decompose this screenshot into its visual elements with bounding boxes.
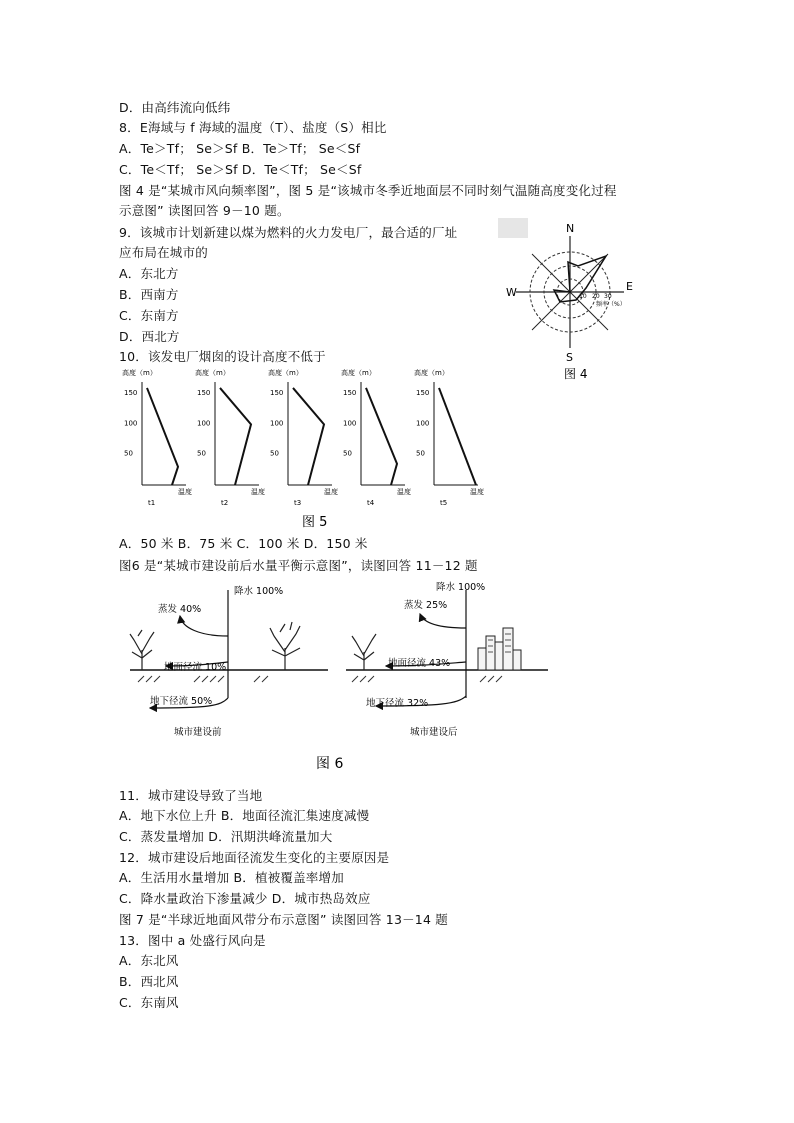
soil-hatch-after — [352, 676, 502, 682]
panel-3-tick-150: 150 — [270, 389, 284, 397]
tree-left-before — [130, 630, 154, 670]
panel-5-tick-50: 50 — [416, 449, 425, 458]
panel-4-time-label: t4 — [367, 499, 375, 507]
fig45-intro-2: 示意图” 读图回答 9－10 题。 — [119, 203, 290, 218]
q12-stem: 12．城市建设后地面径流发生变化的主要原因是 — [119, 850, 390, 865]
q11-options-ab: A．地下水位上升 B．地面径流汇集速度减慢 — [119, 808, 370, 823]
q8-options-cd: C．Te＜Tf； Se＞Sf D．Te＜Tf； Se＜Sf — [119, 162, 362, 177]
q9-option-b: B．西南方 — [119, 287, 179, 302]
surface-label-after: 地面径流 43% — [388, 658, 451, 669]
evap-arrow-after — [420, 614, 466, 628]
panel-5-tick-150: 150 — [416, 389, 430, 397]
q11-stem: 11．城市建设导致了当地 — [119, 788, 263, 803]
soil-hatch-before — [138, 676, 268, 682]
q12-options-ab: A．生活用水量增加 B．植被覆盖率增加 — [119, 870, 344, 885]
panel-2-tick-150: 150 — [197, 389, 211, 397]
tick-30: 30 — [604, 293, 612, 300]
after-panel — [346, 581, 548, 738]
panel-3-tick-100: 100 — [270, 419, 284, 428]
q13-option-c: C．东南风 — [119, 995, 179, 1010]
figure-4-wind-rose — [496, 216, 636, 386]
tick-10: 10 — [579, 293, 587, 300]
q13-option-a: A．东北风 — [119, 953, 179, 968]
south-label: S — [566, 351, 573, 364]
panel-2-profile-line — [220, 388, 251, 485]
panel-3-profile-line — [293, 388, 324, 485]
surface-label-before: 地面径流 10% — [164, 662, 227, 673]
panel-1-tick-150: 150 — [124, 389, 138, 397]
ground-label-after: 地下径流 32% — [366, 698, 429, 709]
panel-5-time-label: t5 — [440, 499, 448, 507]
panel-2-tick-100: 100 — [197, 419, 211, 428]
fig45-intro-1: 图 4 是“某城市风向频率图”，图 5 是“该城市冬季近地面层不同时刻气温随高度变化过程 — [119, 183, 617, 198]
panel-4-tick-100: 100 — [343, 419, 357, 428]
before-panel — [130, 585, 328, 738]
evap-label-before: 蒸发 40% — [158, 604, 202, 615]
fig7-intro: 图 7 是“半球近地面风带分布示意图” 读图回答 13－14 题 — [119, 912, 448, 927]
panel-5-tick-100: 100 — [416, 419, 430, 428]
q9-option-d: D．西北方 — [119, 329, 180, 344]
panel-1-tick-100: 100 — [124, 419, 138, 428]
q8-stem: 8．E海域与 f 海域的温度（T）、盐度（S）相比 — [119, 120, 387, 135]
q11-options-cd: C．蒸发量增加 D．汛期洪峰流量加大 — [119, 829, 333, 844]
frequency-label: 频率（%） — [596, 301, 626, 308]
figure-5-temperature-profiles — [120, 364, 510, 534]
figure-5-caption: 图 5 — [302, 515, 328, 530]
panel-2-x-label: 温度 — [251, 488, 265, 496]
panel-3-time-label: t3 — [294, 499, 302, 507]
q9-option-c: C．东南方 — [119, 308, 179, 323]
north-label: N — [566, 222, 575, 235]
panel-4-tick-50: 50 — [343, 449, 352, 458]
panel-3-tick-50: 50 — [270, 449, 279, 458]
figure-6-water-balance — [120, 578, 550, 778]
scan-noise — [498, 218, 528, 238]
panel-4-profile-line — [366, 388, 397, 485]
q10-options: A．50 米 B．75 米 C．100 米 D．150 米 — [119, 536, 368, 551]
q9-stem-1: 9．该城市计划新建以煤为燃料的火力发电厂，最合适的厂址 — [119, 225, 458, 240]
tick-20: 20 — [592, 293, 600, 300]
figure-6-caption: 图 6 — [316, 756, 344, 772]
figure-4-caption: 图 4 — [564, 367, 588, 381]
fig6-intro: 图6 是“某城市建设前后水量平衡示意图”，读图回答 11－12 题 — [119, 558, 478, 573]
buildings-after — [478, 628, 521, 670]
panel-2-tick-50: 50 — [197, 449, 206, 458]
title-after: 城市建设后 — [410, 727, 458, 738]
panel-1-x-label: 温度 — [178, 488, 192, 496]
q8-options-ab: A．Te＞Tf； Se＞Sf B．Te＞Tf； Se＜Sf — [119, 141, 361, 156]
panel-4-x-label: 温度 — [397, 488, 411, 496]
panel-4-tick-150: 150 — [343, 389, 357, 397]
q9-option-a: A．东北方 — [119, 266, 179, 281]
panel-2-time-label: t2 — [221, 499, 229, 507]
panel-1-y-label: 高度（m） — [122, 369, 157, 377]
panel-1-profile-line — [147, 388, 178, 485]
panel-5-y-label: 高度（m） — [414, 369, 449, 377]
west-label: W — [506, 286, 517, 299]
panel-5-x-label: 温度 — [470, 488, 484, 496]
q9-stem-2: 应布局在城市的 — [119, 245, 208, 260]
panel-1-time-label: t1 — [148, 499, 156, 507]
q10-stem: 10．该发电厂烟囱的设计高度不低于 — [119, 349, 326, 364]
tree-right-before — [270, 622, 300, 670]
east-label: E — [626, 280, 633, 293]
evap-arrow-before — [180, 616, 228, 636]
precip-label-before: 降水 100% — [234, 586, 284, 597]
panel-4-y-label: 高度（m） — [341, 369, 376, 377]
title-before: 城市建设前 — [174, 727, 222, 738]
precip-label-after: 降水 100% — [436, 582, 486, 593]
tree-after — [352, 634, 376, 670]
evap-label-after: 蒸发 25% — [404, 600, 448, 611]
panel-2-y-label: 高度（m） — [195, 369, 230, 377]
q13-stem: 13．图中 a 处盛行风向是 — [119, 933, 266, 948]
panel-5-profile-line — [439, 388, 476, 485]
panel-3-x-label: 温度 — [324, 488, 338, 496]
q12-options-cd: C．降水量政治下渗量减少 D．城市热岛效应 — [119, 891, 371, 906]
panel-3-y-label: 高度（m） — [268, 369, 303, 377]
q13-option-b: B．西北风 — [119, 974, 179, 989]
panel-1-tick-50: 50 — [124, 449, 133, 458]
ground-label-before: 地下径流 50% — [150, 696, 213, 707]
q7-option-d: D．由高纬流向低纬 — [119, 100, 231, 115]
